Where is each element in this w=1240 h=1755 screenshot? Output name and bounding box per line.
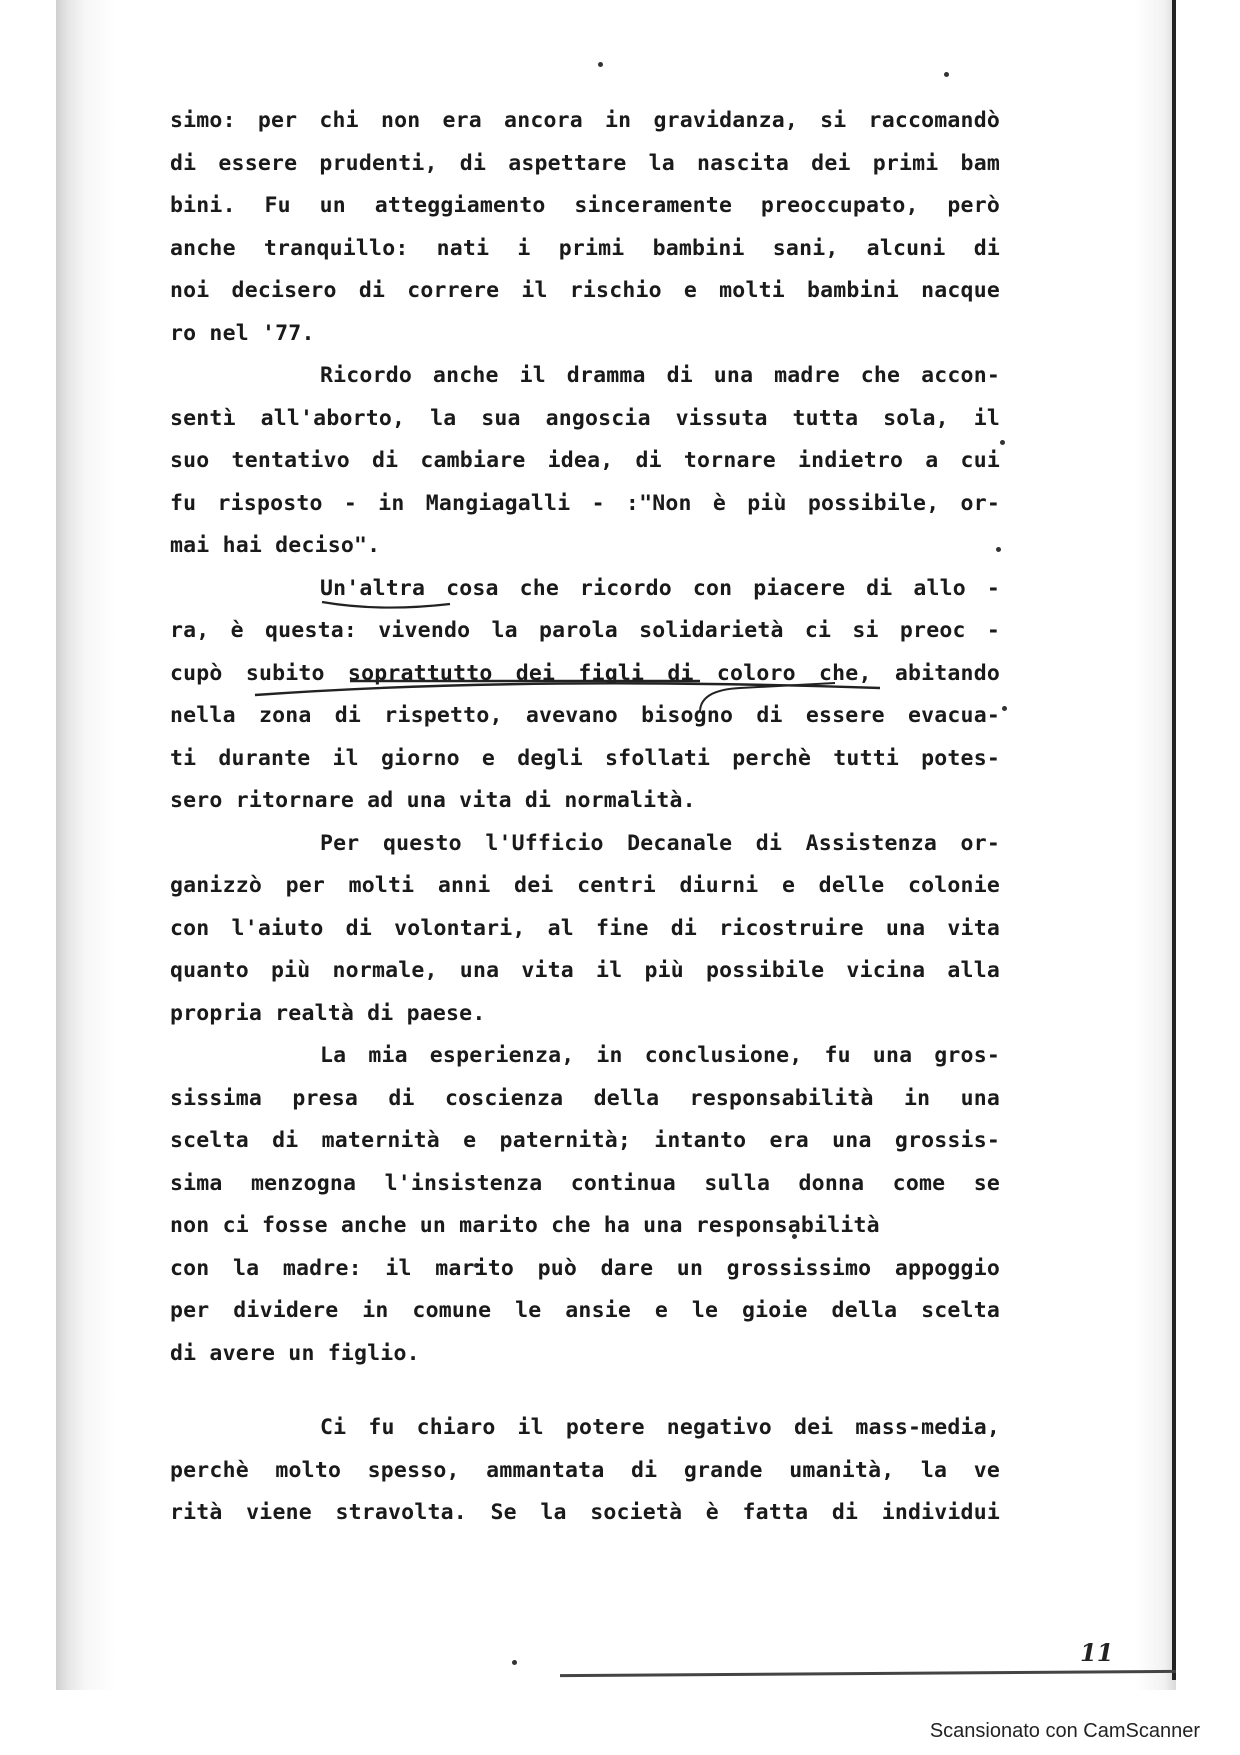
text-line: per dividere in comune le ansie e le gioie della scelta	[170, 1298, 1000, 1323]
text-line: ganizzò per molti anni dei centri diurni e delle colonie	[170, 873, 1000, 898]
text-line: ti durante il giorno e degli sfollati perchè tutti potes-	[170, 745, 1000, 771]
text-line: di essere prudenti, di aspettare la nascita dei primi bam	[170, 150, 1000, 176]
text-line: propria realtà di paese.	[170, 1000, 486, 1026]
text-line: rità viene stravolta. Se la società è fatta di individui	[170, 1500, 1000, 1525]
scan-speck	[512, 1660, 517, 1665]
camscanner-watermark: Scansionato con CamScanner	[929, 1720, 1200, 1742]
text-line: noi decisero di correre il rischio e molti bambini nacque	[170, 278, 1000, 303]
scan-speck	[1002, 706, 1007, 711]
text-line: con l'aiuto di volontari, al fine di ricostruire una vita	[170, 915, 1000, 941]
text-line: non ci fosse anche un marito che ha una responsabilità	[170, 1213, 880, 1238]
text-line: bini. Fu un atteggiamento sinceramente preoccupato, però	[170, 193, 1000, 218]
text-line: sima menzogna l'insistenza continua sulla donna come se	[170, 1170, 1000, 1196]
text-line: suo tentativo di cambiare idea, di tornare indietro a cui	[170, 448, 1000, 473]
text-line: nella zona di rispetto, avevano bisogno di essere evacua-	[170, 703, 1000, 728]
text-line: sentì all'aborto, la sua angoscia vissuta tutta sola, il	[170, 405, 1000, 431]
text-line: mai hai deciso".	[170, 533, 381, 558]
text-line: Ricordo anche il dramma di una madre che accon-	[320, 363, 1000, 388]
text-line: quanto più normale, una vita il più possibile vicina alla	[170, 958, 1000, 983]
page-number: 11	[1080, 1638, 1114, 1667]
document-body	[170, 100, 1000, 1535]
text-line: Per questo l'Ufficio Decanale di Assistenza or-	[320, 830, 1000, 856]
text-line: Un'altra cosa che ricordo con piacere di allo -	[320, 575, 1000, 601]
paper-right-edge	[1172, 0, 1176, 1680]
text-line: ro nel '77.	[170, 320, 315, 346]
text-line: sero ritornare ad una vita di normalità.	[170, 788, 696, 813]
text-line: di avere un figlio.	[170, 1340, 420, 1366]
text-line: scelta di maternità e paternità; intanto era una grossis-	[170, 1128, 1000, 1153]
text-line: perchè molto spesso, ammantata di grande umanità, la ve	[170, 1457, 1000, 1483]
scan-speck	[598, 62, 603, 67]
scan-speck	[944, 72, 949, 77]
text-line-annotated: cupò subito soprattutto dei figli di coloro che, abitando	[170, 660, 1000, 686]
text-line: simo: per chi non era ancora in gravidanza, si raccomandò	[170, 108, 1000, 133]
text-line: con la madre: il marito può dare un grossissimo appoggio	[170, 1255, 1000, 1281]
text-line: anche tranquillo: nati i primi bambini sani, alcuni di	[170, 235, 1000, 261]
scan-speck	[1000, 440, 1005, 445]
text-line: fu risposto - in Mangiagalli - :"Non è più possibile, or-	[170, 490, 1000, 516]
text-line: sissima presa di coscienza della responsabilità in una	[170, 1085, 1000, 1111]
text-line: Ci fu chiaro il potere negativo dei mass-media,	[320, 1415, 1000, 1440]
paragraph-gap	[170, 1375, 1000, 1407]
text-line: ra, è questa: vivendo la parola solidarietà ci si preoc -	[170, 618, 1000, 643]
text-line: La mia esperienza, in conclusione, fu una gros-	[320, 1043, 1000, 1068]
